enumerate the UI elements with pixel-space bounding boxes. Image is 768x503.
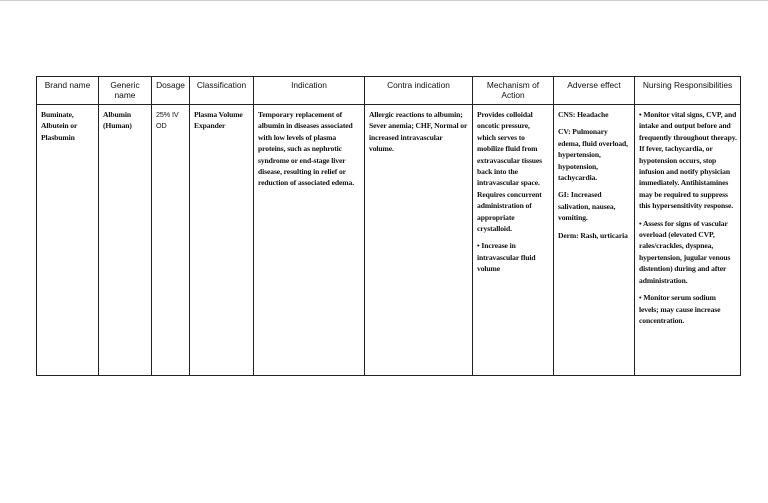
brand-name-text: Buminate, Albutein or Plasbumin xyxy=(41,110,78,142)
page-top-border xyxy=(0,0,768,1)
classification-text: Plasma Volume Expander xyxy=(194,110,243,131)
indication-text: Temporary replacement of albumin in diseases associated with low levels of plasma proteins, such as nephrotic syndrome or end-stage liver disease, resulting in relief or reduction of associated edema. xyxy=(258,110,354,188)
header-nursing-responsibilities: Nursing Responsibilities xyxy=(635,77,741,105)
adverse-effect-cv: CV: Pulmonary edema, fluid overload, hypertension, hypotension, tachycardia. xyxy=(558,127,628,183)
header-classification: Classification xyxy=(190,77,254,105)
dosage-text: 25% IV OD xyxy=(156,110,179,131)
nursing-bullet-3: • Monitor serum sodium levels; may cause increase concentration. xyxy=(639,293,721,325)
cell-nursing-responsibilities xyxy=(635,105,741,376)
cell-brand-name xyxy=(37,105,99,376)
mechanism-paragraph-1: Provides colloidal oncotic pressure, which serves to mobilize fluid from extravascular tissues back into the intravascular space. Requires concurrent administration of appropriate crystalloid. xyxy=(477,110,543,234)
mechanism-bullet-1: • Increase in intravascular fluid volume xyxy=(477,241,536,274)
nursing-bullet-2: • Assess for signs of vascular overload (elevated CVP, rales/crackles, dyspnea, hypertension, jugular venous distention) during and after administration. xyxy=(639,218,731,285)
cell-mechanism-of-action xyxy=(473,105,554,376)
contra-indication-text: Allergic reactions to albumin; Sever anemia; CHF, Normal or increased intravascular volume. xyxy=(369,110,468,154)
header-brand-name: Brand name xyxy=(37,77,99,105)
nursing-bullet-1: • Monitor vital signs, CVP, and intake and output before and frequently throughout therapy. If fever, tachycardia, or hypotension occurs, stop infusion and notify physician immediately. Antihistamines may be required to suppress this hypersensitivity response. xyxy=(639,110,737,211)
header-adverse-effect: Adverse effect xyxy=(554,77,635,105)
cell-classification xyxy=(190,105,254,376)
header-indication: Indication xyxy=(254,77,365,105)
header-contra-indication: Contra indication xyxy=(365,77,473,105)
adverse-effect-gi: GI: Increased salivation, nausea, vomiting. xyxy=(558,190,616,223)
cell-dosage xyxy=(152,105,190,376)
cell-generic-name xyxy=(99,105,152,376)
adverse-effect-derm: Derm: Rash, urticaria xyxy=(558,230,628,240)
table-row xyxy=(37,105,741,376)
cell-contra-indication xyxy=(365,105,473,376)
header-generic-name: Generic name xyxy=(99,77,152,105)
cell-adverse-effect xyxy=(554,105,635,376)
header-mechanism-of-action: Mechanism of Action xyxy=(473,77,554,105)
adverse-effect-cns: CNS: Headache xyxy=(558,110,609,119)
header-dosage: Dosage xyxy=(152,77,190,105)
cell-indication xyxy=(254,105,365,376)
table-header-row xyxy=(37,77,741,105)
generic-name-text: Albumin (Human) xyxy=(103,110,132,131)
drug-study-table xyxy=(36,76,741,376)
